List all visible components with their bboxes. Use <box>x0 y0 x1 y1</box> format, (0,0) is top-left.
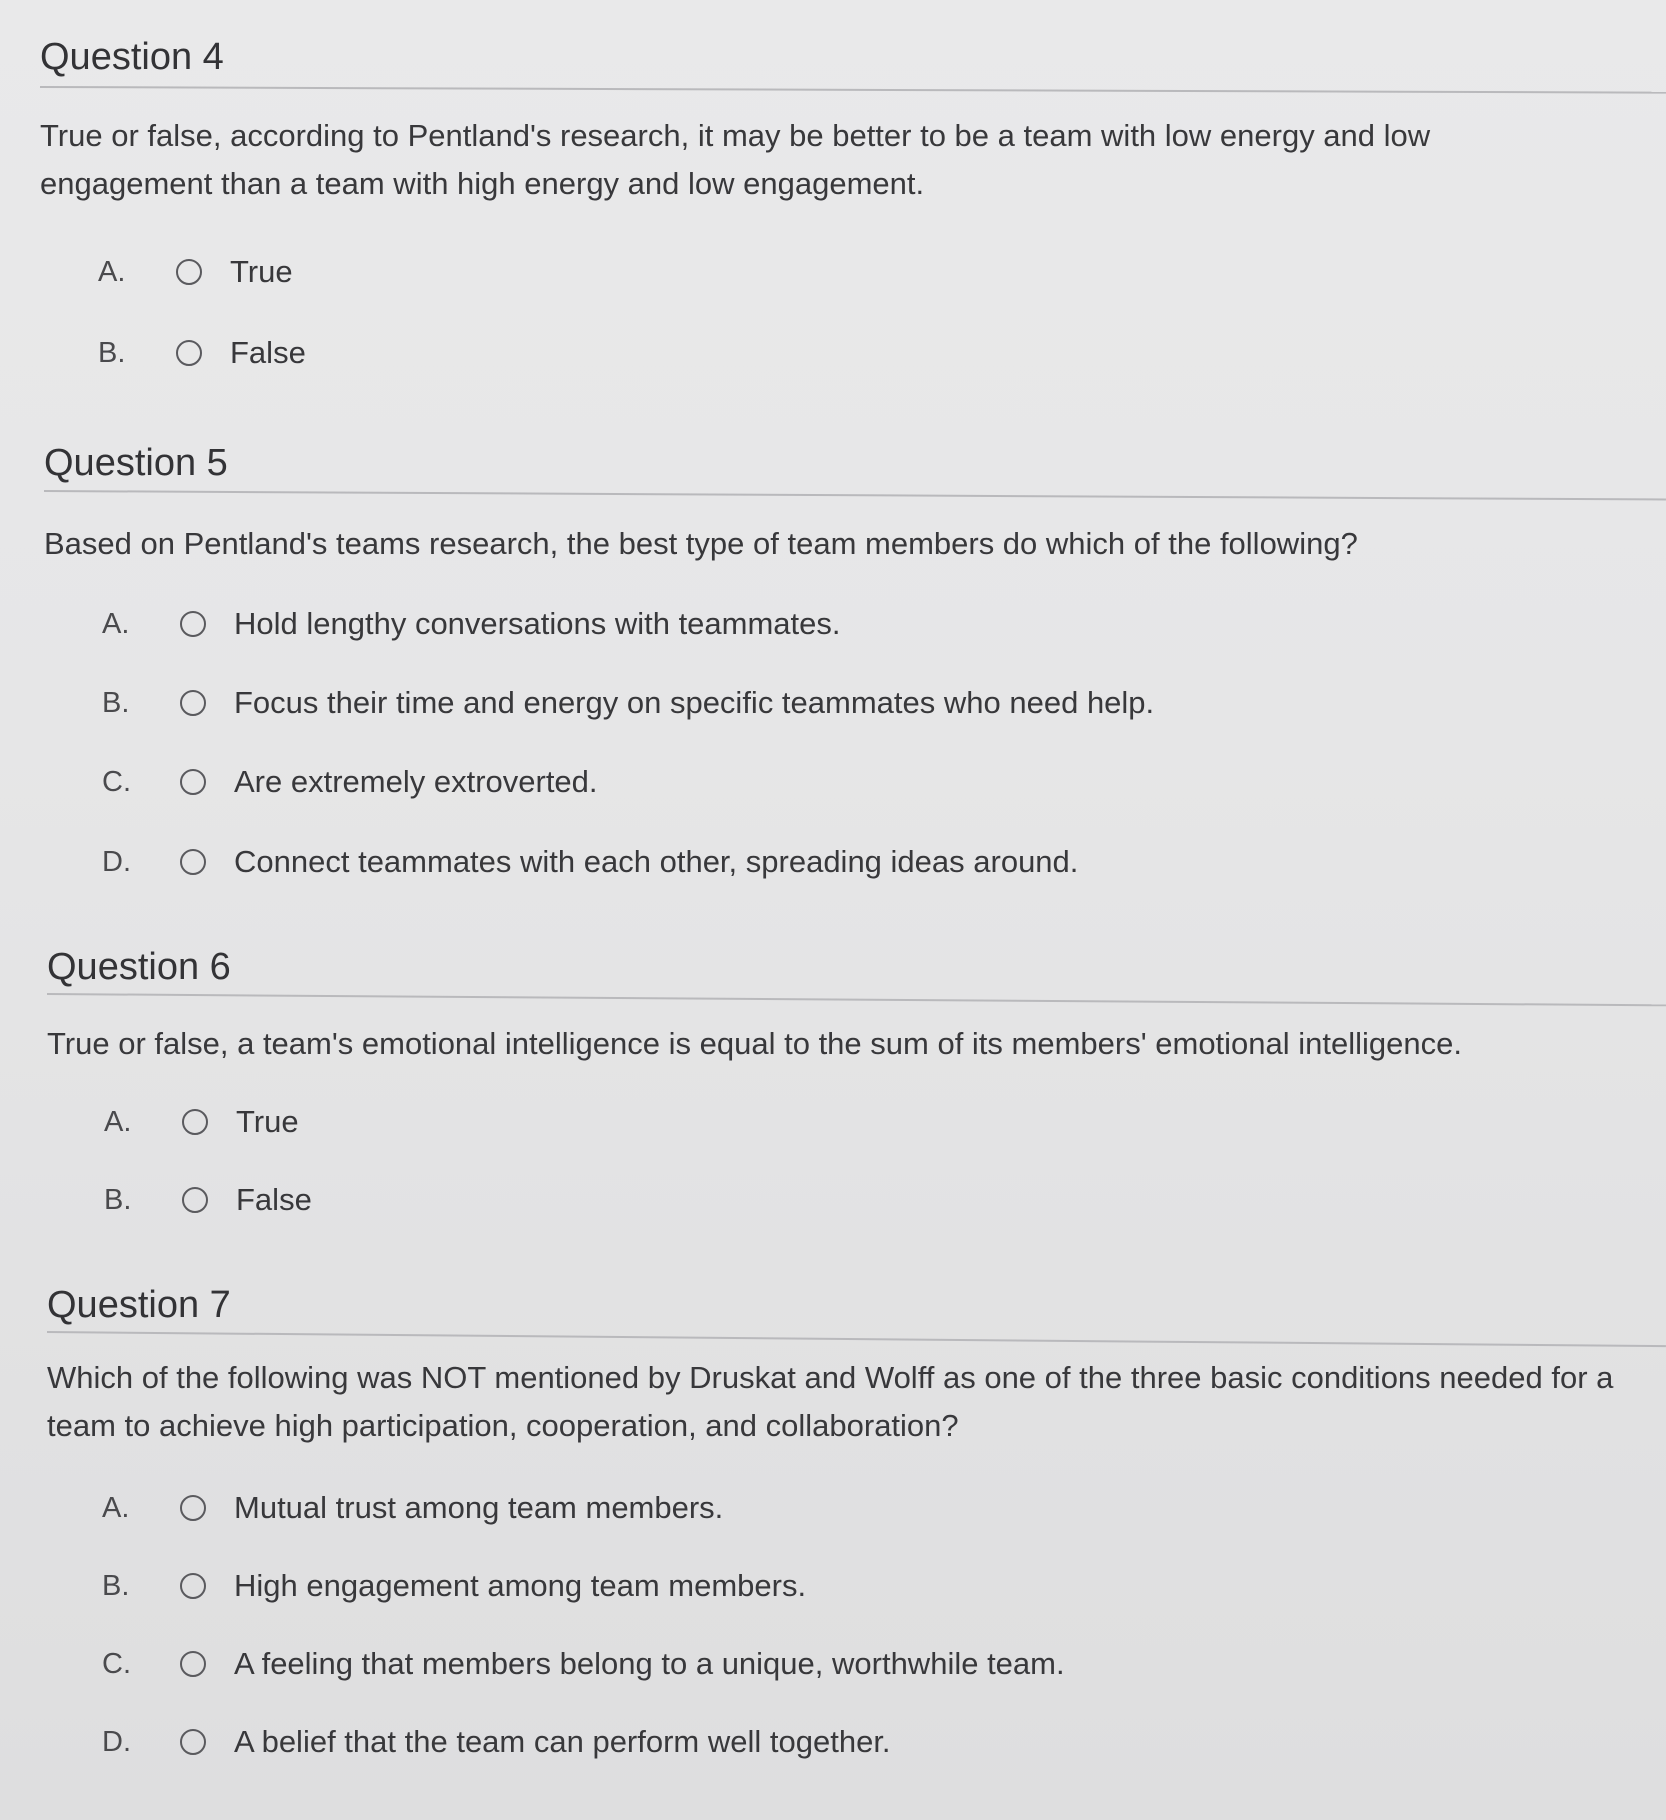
option-label: Mutual trust among team members. <box>234 1490 724 1525</box>
option-label: True <box>236 1104 299 1139</box>
option-label: False <box>236 1182 312 1217</box>
option-letter: C. <box>102 1647 131 1680</box>
answer-option-b[interactable] <box>104 1178 312 1222</box>
answer-option-a[interactable] <box>104 1100 299 1144</box>
option-letter: A. <box>102 607 130 640</box>
radio-button[interactable] <box>180 1651 206 1677</box>
radio-button[interactable] <box>180 769 206 795</box>
radio-button[interactable] <box>180 690 206 716</box>
radio-button[interactable] <box>180 611 206 637</box>
radio-button[interactable] <box>176 259 202 285</box>
option-letter: D. <box>102 1725 131 1758</box>
option-label: A belief that the team can perform well together. <box>234 1724 891 1759</box>
question-divider <box>47 1331 1666 1347</box>
option-label: Connect teammates with each other, spreading ideas around. <box>234 844 1079 879</box>
radio-button[interactable] <box>180 1729 206 1755</box>
option-letter: C. <box>102 765 131 798</box>
question-text: True or false, a team's emotional intelligence is equal to the sum of its members' emotional intelligence. <box>47 1026 1462 1061</box>
question-title: Question 6 <box>47 946 231 988</box>
answer-option-b[interactable] <box>102 681 1154 725</box>
question-text: Based on Pentland's teams research, the best type of team members do which of the following? <box>44 526 1358 561</box>
option-label: High engagement among team members. <box>234 1568 807 1603</box>
answer-option-b[interactable] <box>98 331 306 375</box>
radio-button[interactable] <box>182 1109 208 1135</box>
option-label: False <box>230 335 306 370</box>
option-label: Are extremely extroverted. <box>234 764 598 799</box>
option-letter: D. <box>102 845 131 878</box>
option-letter: A. <box>102 1491 130 1524</box>
option-letter: B. <box>98 336 126 369</box>
question-title: Question 5 <box>44 442 228 484</box>
answer-option-b[interactable] <box>102 1564 806 1608</box>
radio-button[interactable] <box>180 1573 206 1599</box>
question-title: Question 4 <box>40 36 224 78</box>
radio-button[interactable] <box>180 849 206 875</box>
option-label: Hold lengthy conversations with teammates. <box>234 606 841 641</box>
question-divider <box>44 490 1666 500</box>
answer-option-c[interactable] <box>102 1642 1065 1686</box>
answer-option-c[interactable] <box>102 760 598 804</box>
option-letter: B. <box>102 1569 130 1602</box>
answer-option-d[interactable] <box>102 840 1078 884</box>
answer-option-a[interactable] <box>98 250 293 294</box>
option-letter: A. <box>104 1105 132 1138</box>
option-label: Focus their time and energy on specific teammates who need help. <box>234 685 1155 720</box>
question-text: Which of the following was NOT mentioned by Druskat and Wolff as one of the three basic conditions needed for a team to achieve high participation, cooperation, and collaboration? <box>47 1360 1614 1443</box>
radio-button[interactable] <box>182 1187 208 1213</box>
radio-button[interactable] <box>176 340 202 366</box>
option-letter: B. <box>102 686 130 719</box>
question-title: Question 7 <box>47 1284 231 1326</box>
option-letter: A. <box>98 255 126 288</box>
answer-option-a[interactable] <box>102 1486 723 1530</box>
radio-button[interactable] <box>180 1495 206 1521</box>
option-letter: B. <box>104 1183 132 1216</box>
answer-option-d[interactable] <box>102 1720 891 1764</box>
answer-option-a[interactable] <box>102 602 841 646</box>
question-divider <box>40 86 1666 94</box>
question-text: True or false, according to Pentland's research, it may be better to be a team with low energy and low engagement than a team with high energy and low engagement. <box>40 118 1431 201</box>
option-label: A feeling that members belong to a unique, worthwhile team. <box>234 1646 1065 1681</box>
option-label: True <box>230 254 293 289</box>
question-divider <box>47 993 1666 1006</box>
